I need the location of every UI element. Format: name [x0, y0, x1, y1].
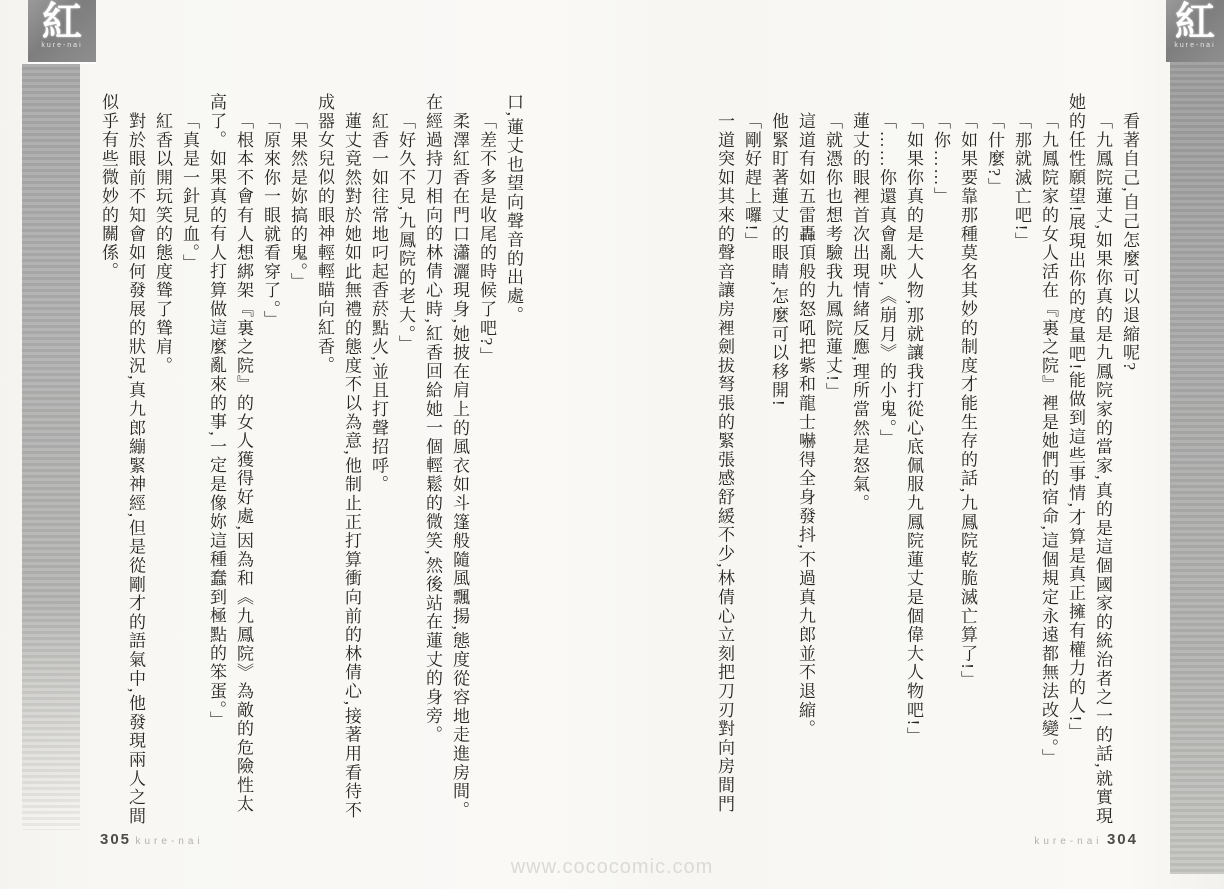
- paragraph: 「九鳳院蓮丈,如果你真的是九鳳院家的當家,真的是這個國家的統治者之一的話,就實現她的任性願望!展現出你的度量吧!能做到這些事情,才算是真正擁有權力的人!」: [1066, 93, 1112, 826]
- paragraph: 他緊盯著蓮丈的眼睛,怎麼可以移開!: [769, 112, 788, 408]
- paragraph: 「如果你真的是大人物,那就讓我打從心底佩服九鳳院蓮丈是個偉大人物吧!」: [904, 112, 923, 746]
- page-304-text: [711, 93, 1143, 827]
- page-number-304: 304: [1106, 831, 1138, 848]
- kurenai-logo-top-right: [1166, 0, 1224, 62]
- paragraph: 「那就滅亡吧!」: [1012, 112, 1031, 252]
- paragraph: 「如果要靠那種莫名其妙的制度才能生存的話,九鳳院乾脆滅亡算了!」: [958, 112, 977, 690]
- kurenai-logo-kanji: 紅: [1175, 0, 1215, 44]
- page-number-305: 305: [100, 831, 132, 848]
- paragraph: 「好久不見,九鳳院的老大。」: [396, 112, 415, 354]
- paragraph: 紅香以開玩笑的態度聳了聳肩。: [153, 112, 172, 376]
- paragraph: 蓮丈竟然對於她如此無禮的態度不以為意,他制止正打算衝向前的林倩心,接著用看待不成器女兒似的眼神輕輕瞄向紅香。: [315, 93, 361, 820]
- kurenai-logo-subtitle: kure-nai: [41, 42, 83, 49]
- footer-series-label: kure-nai: [135, 836, 204, 847]
- paragraph: 「根本不會有人想綁架『裏之院』的女人獲得好處,因為和《九鳳院》為敵的危險性太高了。如果真的有人打算做這麼亂來的事,一定是像妳這種蠢到極點的笨蛋。」: [207, 93, 253, 814]
- paragraph: 口,蓮丈也望向聲音的出處。: [504, 93, 523, 325]
- paragraph: 對於眼前不知會如何發展的狀況,真九郎繃緊神經,但是從剛才的語氣中,他發現兩人之間似乎有些微妙的關係。: [99, 93, 145, 826]
- scan-edge-band-right: [1170, 62, 1224, 874]
- page-305-footer: [100, 831, 204, 849]
- paragraph: 柔澤紅香在門口瀟灑現身,她披在肩上的風衣如斗篷般隨風飄揚,態度從容地走進房間。在經過持刀相向的林倩心時,紅香回給她一個輕鬆的微笑,然後站在蓮丈的身旁。: [423, 93, 469, 820]
- kurenai-logo-top-left: [28, 0, 96, 64]
- page-305-text: [95, 93, 527, 827]
- paragraph: 紅香一如往常地叼起香菸點火,並且打聲招呼。: [369, 112, 388, 495]
- paragraph: 「原來你一眼就看穿了。」: [261, 112, 280, 330]
- site-watermark: www.cococomic.com: [510, 856, 714, 878]
- paragraph: 「……你還真會亂吠,《崩月》的小鬼。」: [877, 112, 896, 448]
- paragraph: 「果然是妳搞的鬼。」: [288, 112, 307, 292]
- paragraph: 「你……」: [931, 112, 950, 206]
- paragraph: 「真是一針見血。」: [180, 112, 199, 273]
- paragraph: 「九鳳院家的女人活在『裏之院』裡是她們的宿命,這個規定永遠都無法改變。」: [1039, 112, 1058, 768]
- paragraph: 「什麼?」: [985, 112, 1004, 197]
- paragraph: 看著自己,自己怎麼可以退縮呢?: [1120, 112, 1139, 372]
- footer-series-label: kure-nai: [1034, 836, 1103, 847]
- paragraph: 蓮丈的眼裡首次出現情緒反應,理所當然是怒氣。: [850, 112, 869, 513]
- scan-edge-band-left: [22, 64, 80, 830]
- kurenai-logo-subtitle: kure-nai: [1174, 42, 1216, 49]
- paragraph: 一道突如其來的聲音讓房裡劍拔弩張的緊張感舒緩不少,林倩心立刻把刀刃對向房間門: [715, 112, 734, 814]
- paragraph: 「就憑你也想考驗我九鳳院蓮丈!」: [823, 112, 842, 402]
- paragraph: 「差不多是收尾的時候了吧?」: [477, 112, 496, 366]
- paragraph: 這道有如五雷轟頂般的怒吼把紫和龍士嚇得全身發抖,不過真九郎並不退縮。: [796, 112, 815, 739]
- paragraph: 「剛好趕上囉!」: [742, 112, 761, 252]
- page-304-footer: [1034, 831, 1138, 849]
- kurenai-logo-kanji: 紅: [42, 0, 82, 44]
